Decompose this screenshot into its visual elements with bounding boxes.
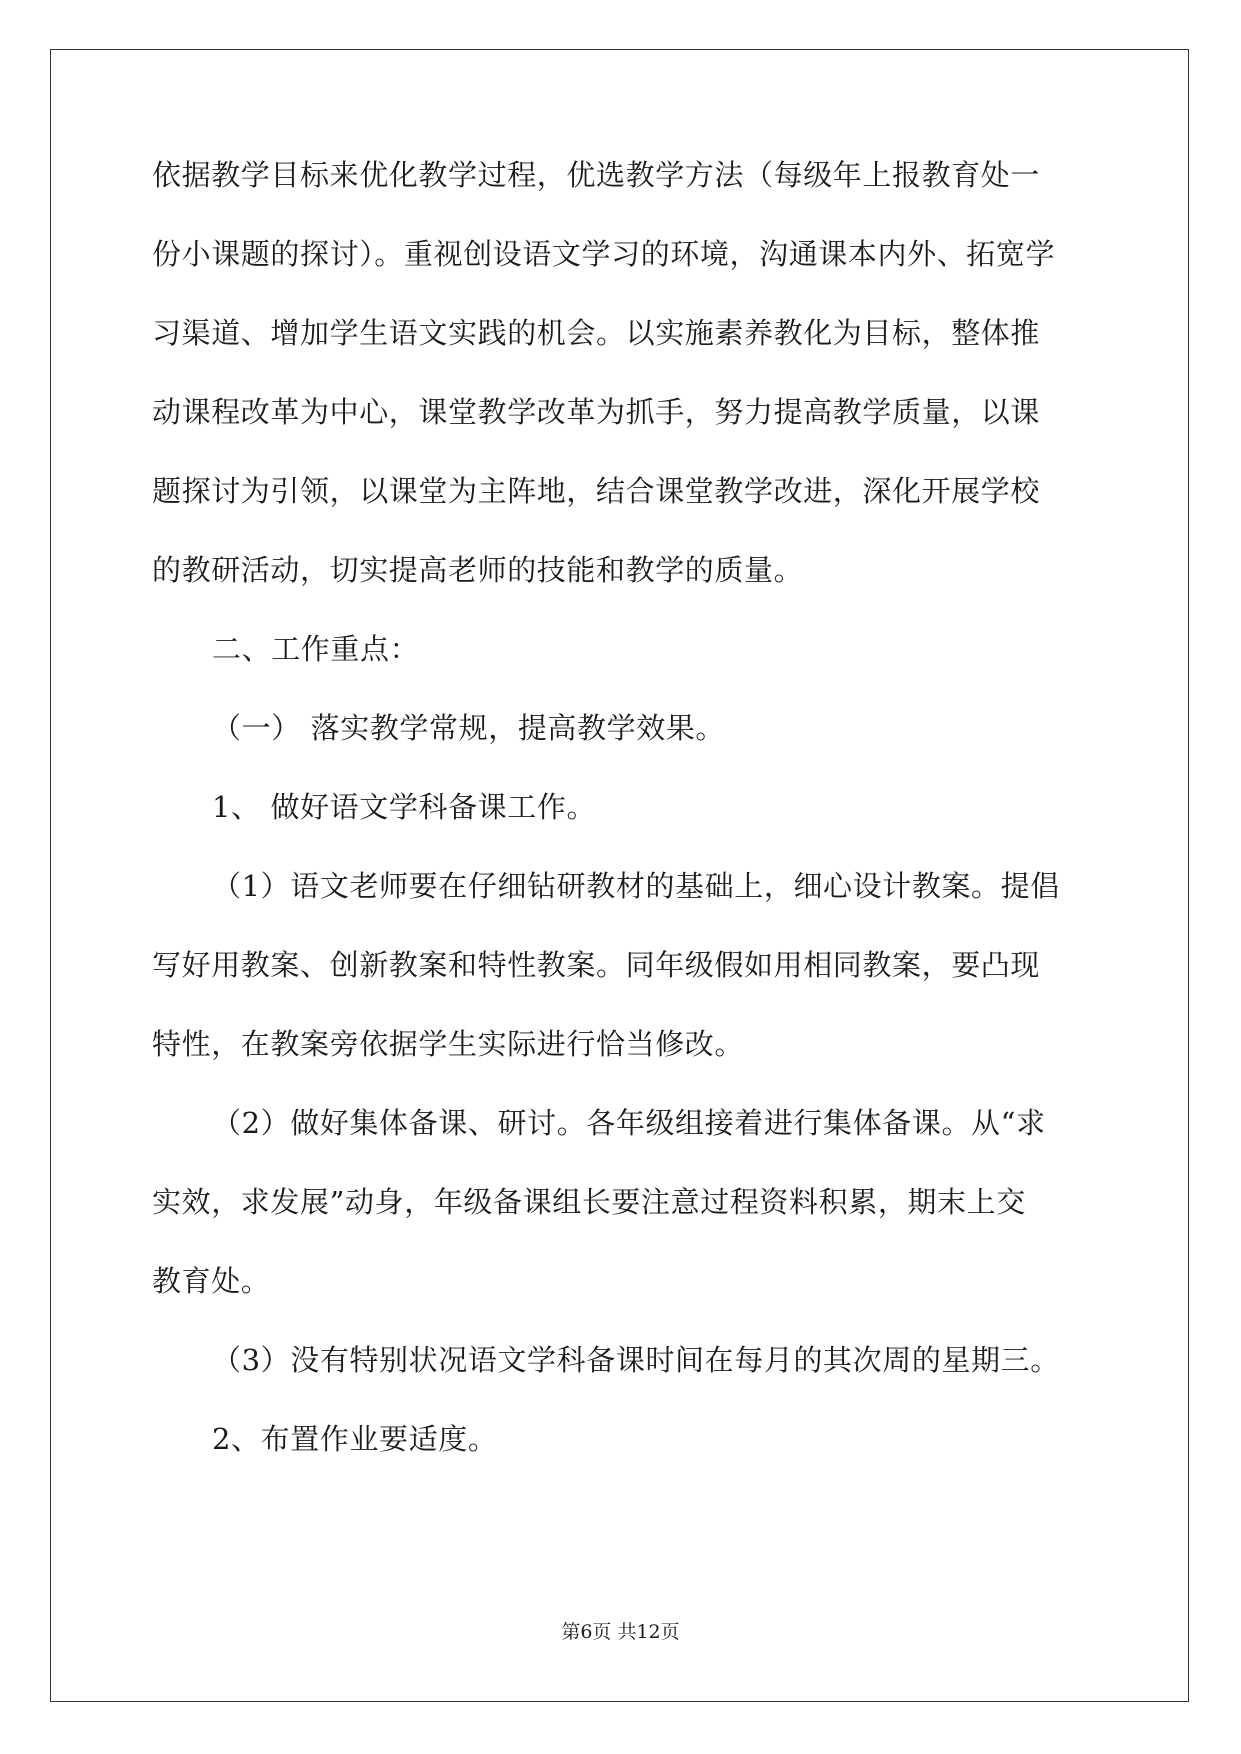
list-item-heading: 2、布置作业要适度。 xyxy=(212,1422,498,1456)
paragraph-line: 教育处。 xyxy=(152,1264,271,1298)
section-heading: 二、工作重点： xyxy=(212,632,420,666)
paragraph-line: 特性，在教案旁依据学生实际进行恰当修改。 xyxy=(152,1027,745,1061)
paragraph-line: 题探讨为引领，以课堂为主阵地，结合课堂教学改进，深化开展学校 xyxy=(152,474,1041,508)
paragraph-line: 的教研活动，切实提高老师的技能和教学的质量。 xyxy=(152,553,804,587)
page-number-footer: 第6页 共12页 xyxy=(561,1621,680,1643)
subsection-heading: （一） 落实教学常规，提高教学效果。 xyxy=(212,711,726,745)
paragraph-line: 份小课题的探讨）。重视创设语文学习的环境，沟通课本内外、拓宽学 xyxy=(152,237,1056,271)
paragraph-line: （3）没有特别状况语文学科备课时间在每月的其次周的星期三。 xyxy=(212,1343,1060,1377)
list-item-heading: 1、 做好语文学科备课工作。 xyxy=(212,790,597,824)
paragraph-line: 写好用教案、创新教案和特性教案。同年级假如用相同教案，要凸现 xyxy=(152,948,1041,982)
paragraph-line: （1）语文老师要在仔细钻研教材的基础上，细心设计教案。提倡 xyxy=(212,869,1060,903)
paragraph-line: 实效，求发展”动身，年级备课组长要注意过程资料积累，期末上交 xyxy=(152,1185,1026,1219)
paragraph-line: 依据教学目标来优化教学过程，优选教学方法（每级年上报教育处一 xyxy=(152,158,1041,192)
paragraph-line: 动课程改革为中心，课堂教学改革为抓手，努力提高教学质量，以课 xyxy=(152,395,1041,429)
paragraph-line: 习渠道、增加学生语文实践的机会。以实施素养教化为目标，整体推 xyxy=(152,316,1041,350)
paragraph-line: （2）做好集体备课、研讨。各年级组接着进行集体备课。从“求 xyxy=(212,1106,1046,1140)
